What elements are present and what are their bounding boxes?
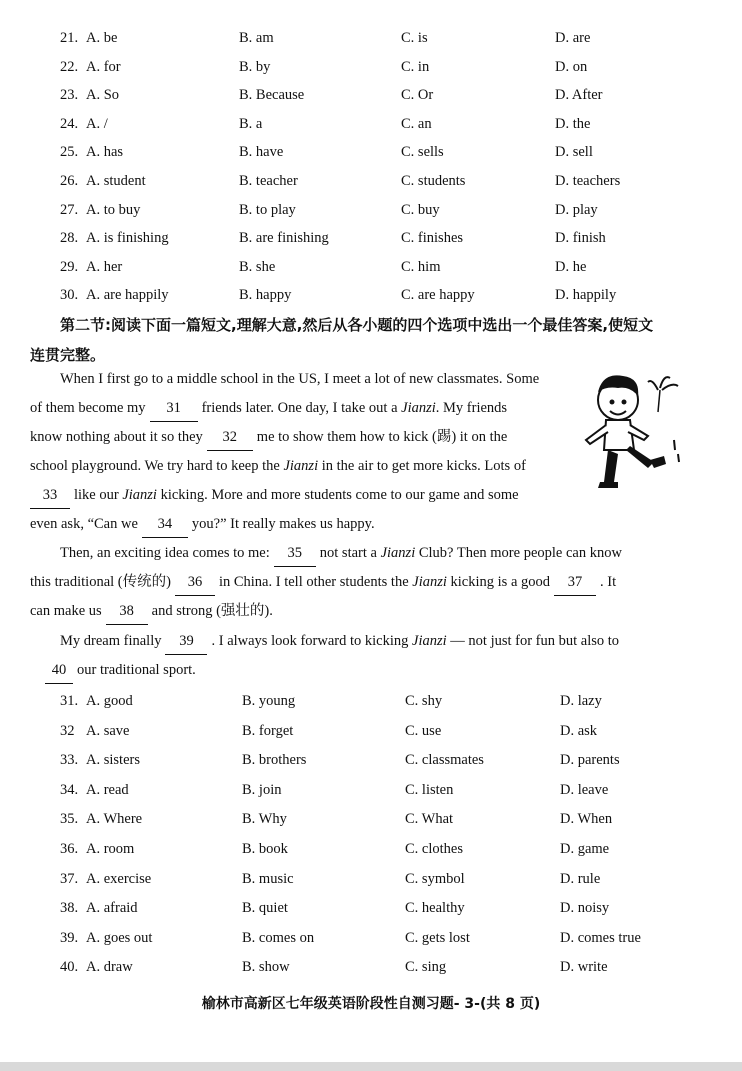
option-b[interactable]: B. join — [242, 781, 282, 798]
option-a[interactable]: A. good — [86, 693, 133, 709]
option-b[interactable]: B. she — [239, 258, 276, 275]
blank-31[interactable]: 31 — [150, 395, 198, 422]
question-row — [0, 87, 742, 113]
option-a[interactable]: A. / — [86, 115, 108, 132]
option-a[interactable]: A. Where — [86, 811, 143, 828]
option-b[interactable]: B. comes on — [242, 929, 315, 946]
option-d[interactable]: D. the — [555, 115, 591, 132]
option-b[interactable]: B. book — [242, 841, 288, 857]
option-d[interactable]: D. noisy — [560, 900, 610, 917]
question-number: 36. — [60, 841, 79, 857]
option-d[interactable]: D. rule — [560, 870, 601, 887]
option-d[interactable]: D. leave — [560, 781, 609, 798]
option-b[interactable]: B. am — [239, 30, 274, 46]
option-d[interactable]: D. ask — [560, 722, 598, 739]
question-number: 39. — [60, 929, 79, 946]
blank-35[interactable]: 35 — [274, 540, 316, 567]
question-number: 25. — [60, 144, 79, 161]
option-a[interactable]: A. has — [86, 144, 124, 161]
option-a[interactable]: A. draw — [86, 959, 133, 976]
question-number: 34. — [60, 781, 79, 798]
question-number: 21. — [60, 30, 79, 46]
blank-34[interactable]: 34 — [142, 511, 188, 538]
passage-line-6: even ask, “Can we 34 you?” It really makes us happy. — [30, 511, 375, 537]
option-a[interactable]: A. sisters — [86, 752, 140, 769]
blank-40[interactable]: 40 — [45, 657, 73, 684]
option-b[interactable]: B. to play — [239, 201, 296, 218]
option-c[interactable]: C. are happy — [401, 287, 475, 304]
passage-line-2: of them become my 31 friends later. One day, I take out a Jianzi. My friends — [30, 395, 507, 421]
blank-38[interactable]: 38 — [106, 598, 148, 625]
option-b[interactable]: B. brothers — [242, 752, 307, 769]
question-row — [0, 693, 742, 719]
question-row — [0, 959, 742, 985]
option-d[interactable]: D. lazy — [560, 693, 602, 709]
option-a[interactable]: A. her — [86, 258, 123, 275]
option-b[interactable]: B. Why — [242, 811, 287, 828]
question-row — [0, 811, 742, 837]
option-b[interactable]: B. are finishing — [239, 230, 329, 247]
option-c[interactable]: C. finishes — [401, 230, 464, 247]
option-d[interactable]: D. write — [560, 959, 608, 976]
question-row — [0, 202, 742, 228]
option-b[interactable]: B. show — [242, 959, 290, 976]
option-c[interactable]: C. symbol — [405, 870, 465, 887]
option-a[interactable]: A. afraid — [86, 900, 138, 917]
question-row — [0, 173, 742, 199]
option-c[interactable]: C. students — [401, 173, 466, 189]
option-c[interactable]: C. sells — [401, 144, 444, 161]
option-a[interactable]: A. is finishing — [86, 230, 169, 247]
option-d[interactable]: D. he — [555, 258, 587, 275]
bottom-border — [0, 1062, 742, 1071]
passage-line-9: can make us 38 and strong (强壮的). — [30, 598, 273, 624]
question-number: 40. — [60, 959, 79, 976]
option-b[interactable]: B. by — [239, 58, 271, 75]
question-row — [0, 723, 742, 749]
passage-line-1: When I first go to a middle school in the US, I meet a lot of new classmates. Some — [60, 371, 540, 387]
option-c[interactable]: C. shy — [405, 693, 443, 709]
section-2-title-continued: 连贯完整。 — [30, 346, 106, 364]
question-row — [0, 116, 742, 142]
option-b[interactable]: B. a — [239, 115, 263, 132]
option-d[interactable]: D. on — [555, 58, 588, 75]
option-b[interactable]: B. happy — [239, 287, 292, 304]
option-d[interactable]: D. happily — [555, 287, 617, 304]
question-number: 35. — [60, 811, 79, 828]
blank-33[interactable]: 33 — [30, 482, 70, 509]
option-a[interactable]: A. exercise — [86, 870, 152, 887]
option-d[interactable]: D. teachers — [555, 173, 621, 189]
option-d[interactable]: D. When — [560, 811, 613, 828]
question-row — [0, 230, 742, 256]
option-d[interactable]: D. sell — [555, 144, 593, 161]
option-a[interactable]: A. to buy — [86, 201, 141, 218]
option-d[interactable]: D. game — [560, 841, 610, 857]
passage-line-10: My dream finally 39 . I always look forward to kicking Jianzi — not just for fun but also to — [60, 628, 619, 654]
option-a[interactable]: A. read — [86, 781, 129, 798]
question-row — [0, 871, 742, 897]
option-c[interactable]: C. What — [405, 811, 454, 828]
question-number: 26. — [60, 173, 79, 189]
passage-line-7: Then, an exciting idea comes to me: 35 not start a Jianzi Club? Then more people can know — [60, 540, 622, 566]
option-b[interactable]: B. teacher — [239, 173, 298, 189]
question-number: 28. — [60, 230, 79, 247]
page-footer: 榆林市高新区七年级英语阶段性自测习题- 3-(共 8 页) — [201, 996, 541, 1012]
option-d[interactable]: D. After — [555, 87, 603, 104]
blank-36[interactable]: 36 — [175, 569, 215, 596]
question-row — [0, 259, 742, 285]
question-row — [0, 900, 742, 926]
option-a[interactable]: A. are happily — [86, 287, 169, 304]
question-number: 30. — [60, 287, 79, 304]
option-b[interactable]: B. quiet — [242, 900, 288, 917]
question-number: 23. — [60, 87, 79, 104]
question-number: 27. — [60, 201, 79, 218]
option-c[interactable]: C. healthy — [405, 900, 465, 917]
option-c[interactable]: C. buy — [401, 201, 440, 218]
option-d[interactable]: D. play — [555, 201, 598, 218]
option-d[interactable]: D. parents — [560, 752, 620, 769]
option-c[interactable]: C. him — [401, 258, 441, 275]
passage-line-3: know nothing about it so they 32 me to show them how to kick (踢) it on the — [30, 424, 507, 450]
question-number: 32 — [60, 722, 75, 739]
option-b[interactable]: B. young — [242, 693, 296, 709]
blank-37[interactable]: 37 — [554, 569, 596, 596]
option-c[interactable]: C. clothes — [405, 841, 463, 857]
option-c[interactable]: C. Or — [401, 87, 434, 104]
jianzi-kid-illustration — [578, 370, 688, 495]
option-c[interactable]: C. gets lost — [405, 929, 470, 946]
option-a[interactable]: A. So — [86, 87, 120, 104]
option-d[interactable]: D. finish — [555, 230, 606, 247]
question-row — [0, 59, 742, 85]
question-row — [0, 144, 742, 170]
option-c[interactable]: C. sing — [405, 959, 447, 976]
question-row — [0, 841, 742, 867]
option-c[interactable]: C. classmates — [405, 752, 484, 769]
option-b[interactable]: B. forget — [242, 722, 294, 739]
option-c[interactable]: C. listen — [405, 781, 454, 798]
option-a[interactable]: A. student — [86, 173, 146, 189]
blank-32[interactable]: 32 — [207, 424, 253, 451]
question-row — [0, 30, 742, 56]
blank-39[interactable]: 39 — [165, 628, 207, 655]
question-row — [0, 782, 742, 808]
option-c[interactable]: C. an — [401, 115, 432, 132]
option-b[interactable]: B. have — [239, 144, 284, 161]
question-row — [0, 752, 742, 778]
passage-line-8: this traditional (传统的) 36 in China. I tell other students the Jianzi kicking is a good 37 . It — [30, 569, 616, 595]
question-number: 37. — [60, 870, 79, 887]
question-number: 31. — [60, 693, 79, 709]
option-c[interactable]: C. is — [401, 30, 428, 46]
option-d[interactable]: D. comes true — [560, 929, 641, 946]
option-a[interactable]: A. goes out — [86, 929, 153, 946]
question-number: 22. — [60, 58, 79, 75]
section-2-title: 第二节:阅读下面一篇短文,理解大意,然后从各小题的四个选项中选出一个最佳答案,使短文 — [60, 316, 654, 334]
question-number: 29. — [60, 258, 79, 275]
passage-line-5: 33 like our Jianzi kicking. More and more students come to our game and some — [30, 482, 519, 508]
question-number: 24. — [60, 115, 79, 132]
question-number: 38. — [60, 900, 79, 917]
passage-line-11: 40 our traditional sport. — [45, 657, 196, 683]
option-b[interactable]: B. Because — [239, 87, 305, 104]
option-a[interactable]: A. for — [86, 58, 121, 75]
option-a[interactable]: A. room — [86, 841, 135, 857]
option-c[interactable]: C. in — [401, 58, 430, 75]
question-row — [0, 930, 742, 956]
option-a[interactable]: A. save — [86, 722, 130, 739]
option-a[interactable]: A. be — [86, 30, 118, 46]
option-b[interactable]: B. music — [242, 870, 294, 887]
option-c[interactable]: C. use — [405, 722, 442, 739]
passage-line-4: school playground. We try hard to keep the Jianzi in the air to get more kicks. Lots of — [30, 458, 526, 474]
question-number: 33. — [60, 752, 79, 769]
option-d[interactable]: D. are — [555, 30, 591, 46]
